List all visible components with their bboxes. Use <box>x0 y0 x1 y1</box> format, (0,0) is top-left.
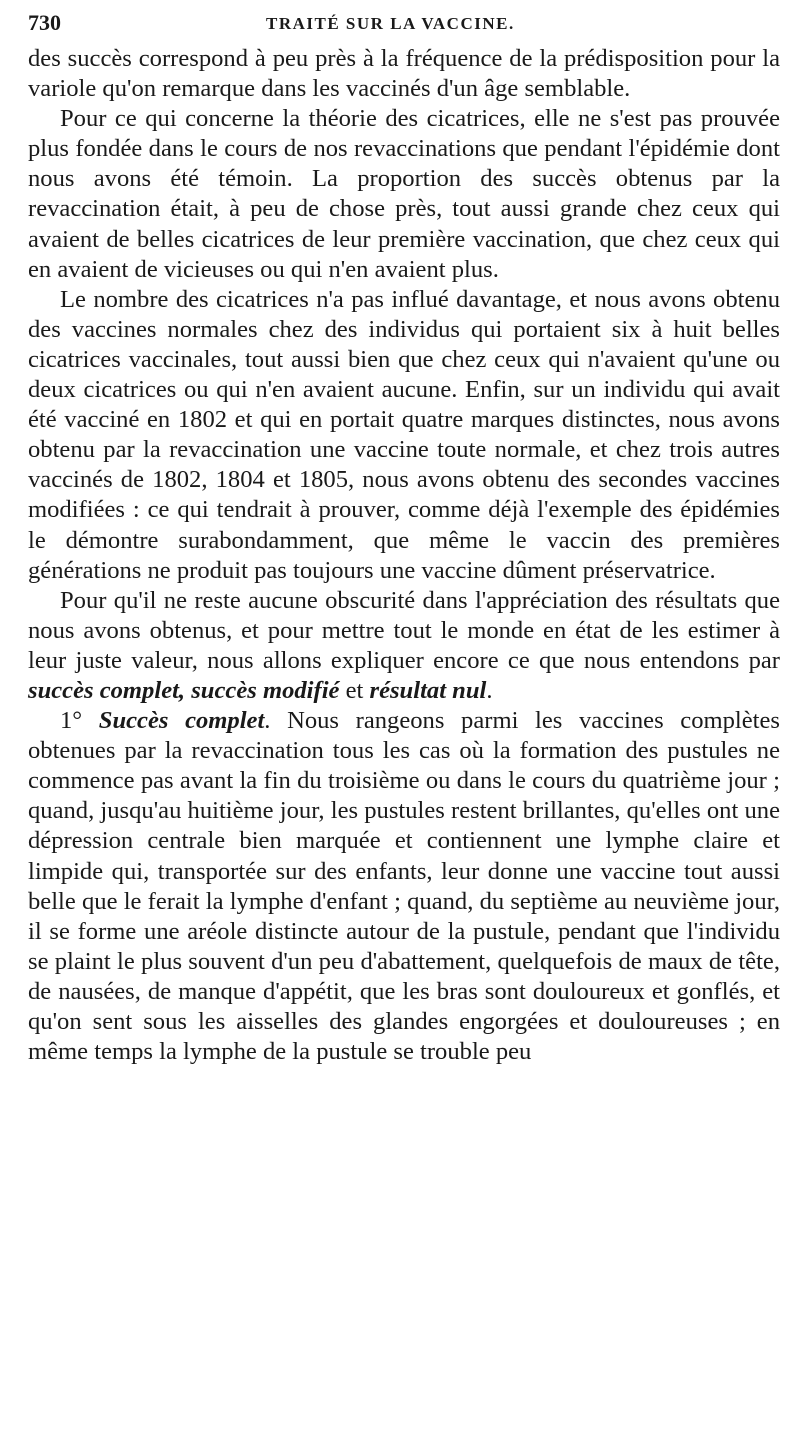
paragraph-1: des succès correspond à peu près à la fréquence de la prédisposition pour la variole qu'on remarque dans les vaccinés d'un âge semblable. <box>28 45 780 103</box>
paragraph-5 <box>28 706 780 1067</box>
book-page <box>28 0 788 1433</box>
section-number: 1° <box>60 707 99 735</box>
paragraph-4-end: . <box>486 676 493 704</box>
page-number: 730 <box>28 10 61 35</box>
running-title: TRAITÉ SUR LA VACCINE. <box>266 14 515 33</box>
paragraph-3: Le nombre des cicatrices n'a pas influé davantage, et nous avons obtenu des vaccines normales chez des individus qui portaient six à huit belles cicatrices vaccinales, tout aussi bien que chez ceux qui n'avaient qu'une ou deux cicatrices ou qui n'en avaient aucune. Enfin, sur un individu qui avait été vacciné en 1802 et qui en portait quatre marques distinctes, nous avons obtenu par la revaccination une vaccine toute normale, et chez trois autres vaccinés de 1802, 1804 et 1805, nous avons obtenu des secondes vaccines modifiées : ce qui tendrait à prouver, comme déjà l'exemple des épidémies le démontre surabondamment, que même le vaccin des premières générations ne produit pas toujours une vaccine dûment préservatrice. <box>28 285 780 584</box>
paragraph-2: Pour ce qui concerne la théorie des cicatrices, elle ne s'est pas prouvée plus fondée dans le cours de nos revaccinations que pendant l'épidémie dont nous avons été témoin. La proportion des succès obtenus par la revaccination était, à peu de chose près, tout aussi grande chez ceux qui avaient de belles cicatrices de leur première vaccination, que chez ceux qui en avaient de vicieuses ou qui n'en avaient plus. <box>28 105 780 283</box>
body-text <box>28 44 780 1067</box>
page-header <box>28 10 788 40</box>
paragraph-4-and: et <box>339 676 370 704</box>
paragraph-5-text: . Nous rangeons parmi les vaccines complètes obtenues par la revaccination tous les cas où la formation des pustules ne commence pas avant la fin du troisième ou dans le cours du quatrième jour ; quand, jusqu'au huitième jour, les pustules restent brillantes, qu'elles ont une dépression centrale bien marquée et contiennent une lymphe claire et limpide qui, transportée sur des enfants, leur donne une vaccine tout aussi belle que le ferait la lymphe d'enfant ; quand, du septième au neuvième jour, il se forme une aréole distincte autour de la pustule, pendant que l'individu se plaint le plus souvent d'un peu d'abattement, quelquefois de maux de tête, de nausées, de manque d'appétit, que les bras sont douloureux et gonflés, et qu'on sent sous les aisselles des glandes engorgées et douloureuses ; en même temps la lymphe de la pustule se trouble peu <box>28 707 780 1066</box>
term-succes-complet-modifie: succès complet, succès modifié <box>28 676 340 704</box>
term-succes-complet-heading: Succès complet <box>98 707 265 735</box>
term-resultat-nul: résultat nul <box>369 676 487 704</box>
paragraph-4-start: Pour qu'il ne reste aucune obscurité dans l'appréciation des résultats que nous avons obtenus, et pour mettre tout le monde en état de les estimer à leur juste valeur, nous allons expliquer encore ce que nous entendons par <box>28 586 780 674</box>
paragraph-4 <box>28 586 780 706</box>
